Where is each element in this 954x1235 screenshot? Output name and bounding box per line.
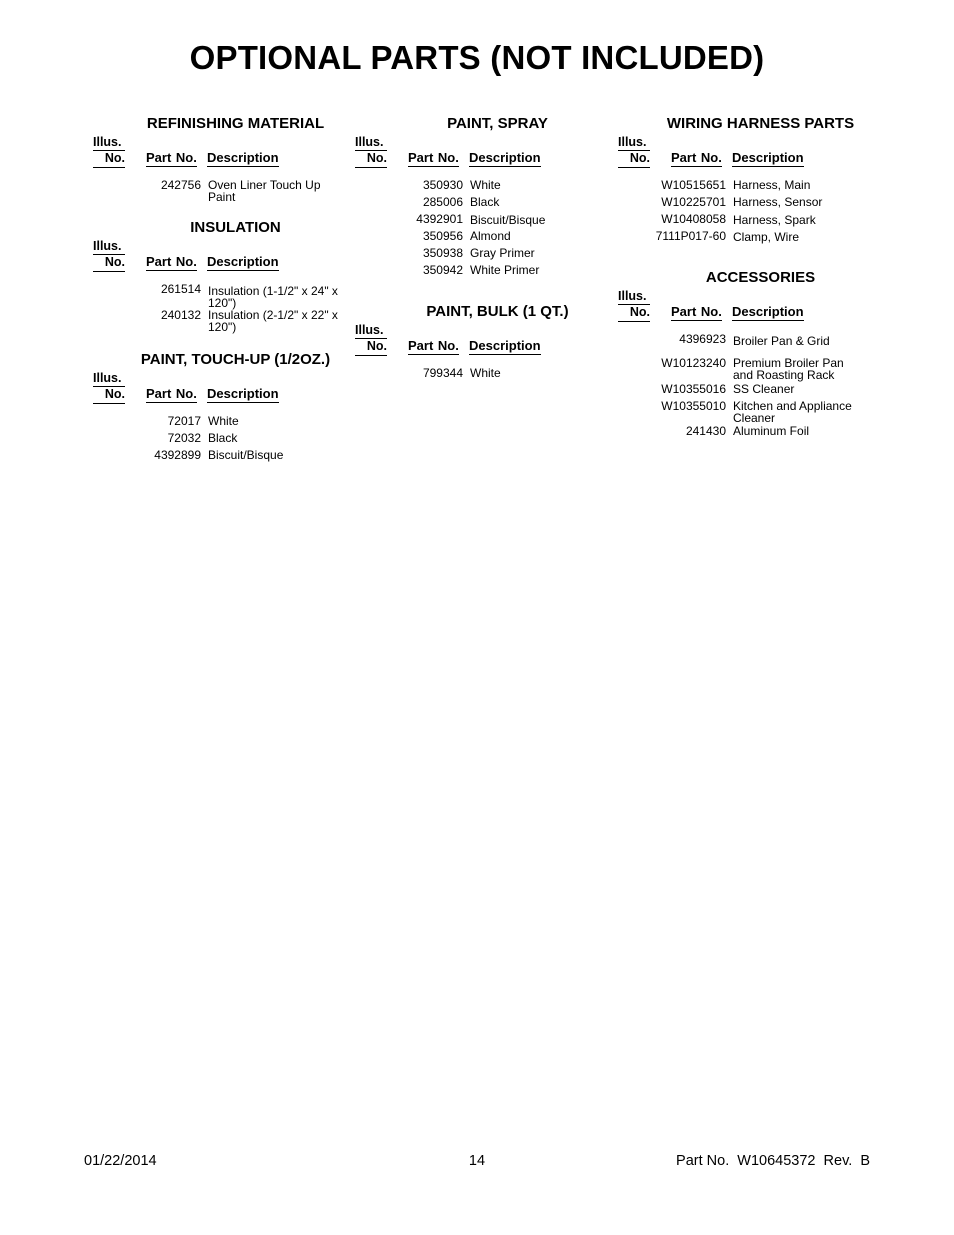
part-description: Premium Broiler Pan and Roasting Rack bbox=[733, 356, 844, 382]
table-header bbox=[618, 289, 880, 325]
part-number: 4396923 bbox=[679, 332, 726, 346]
parts-list bbox=[618, 179, 880, 247]
no-header: No. bbox=[93, 150, 125, 168]
part-description: SS Cleaner bbox=[733, 382, 795, 396]
description-header: Description bbox=[207, 386, 279, 401]
parts-list bbox=[355, 367, 617, 384]
part-description: Broiler Pan & Grid bbox=[733, 334, 830, 348]
table-row bbox=[618, 196, 880, 213]
part-number: W10355016 bbox=[661, 382, 726, 396]
description-header: Description bbox=[732, 304, 804, 319]
illus-header: Illus. bbox=[355, 135, 384, 149]
section-title: REFINISHING MATERIAL bbox=[146, 115, 325, 132]
part-number: 350930 bbox=[422, 178, 463, 192]
part-number: 350942 bbox=[422, 263, 463, 277]
table-row bbox=[93, 179, 355, 209]
section-refinishing-material bbox=[93, 115, 355, 209]
table-row bbox=[355, 264, 617, 281]
table-row bbox=[355, 196, 617, 213]
section-insulation bbox=[93, 219, 355, 335]
no-header: No. bbox=[355, 150, 387, 168]
table-row bbox=[93, 432, 355, 449]
illus-header: Illus. bbox=[93, 371, 122, 385]
section-title: PAINT, BULK (1 QT.) bbox=[426, 303, 569, 320]
part-description: White bbox=[208, 414, 239, 428]
description-header: Description bbox=[207, 150, 279, 165]
illus-header: Illus. bbox=[93, 239, 122, 253]
section-paint-touch-up bbox=[93, 351, 355, 466]
part-description: Oven Liner Touch Up Paint bbox=[208, 178, 321, 204]
part-number: 240132 bbox=[160, 308, 201, 322]
table-row bbox=[618, 230, 880, 247]
description-header: Description bbox=[207, 254, 279, 269]
part-description: Gray Primer bbox=[470, 246, 535, 260]
table-row bbox=[618, 357, 880, 383]
part-no-header: Part No. bbox=[146, 254, 197, 269]
part-no-header: Part No. bbox=[408, 338, 459, 353]
section-paint-spray bbox=[355, 115, 617, 281]
section-wiring-harness-parts bbox=[618, 115, 880, 247]
illus-header: Illus. bbox=[355, 323, 384, 337]
part-number: 261514 bbox=[160, 282, 201, 296]
no-header: No. bbox=[618, 304, 650, 322]
parts-list bbox=[355, 179, 617, 281]
no-header: No. bbox=[93, 254, 125, 272]
table-header bbox=[618, 135, 880, 171]
table-row bbox=[618, 333, 880, 357]
table-row bbox=[618, 400, 880, 425]
part-description: Black bbox=[470, 195, 500, 209]
part-number: W10123240 bbox=[661, 356, 726, 370]
parts-list bbox=[93, 283, 355, 335]
part-description: Biscuit/Bisque bbox=[208, 448, 284, 462]
part-number: 241430 bbox=[685, 424, 726, 438]
parts-list bbox=[93, 415, 355, 466]
page-title: OPTIONAL PARTS (NOT INCLUDED) bbox=[189, 39, 765, 76]
description-header: Description bbox=[469, 338, 541, 353]
footer-part-number: Part No. W10645372 Rev. B bbox=[676, 1153, 870, 1169]
table-row bbox=[618, 425, 880, 442]
table-row bbox=[93, 283, 355, 309]
part-description: Clamp, Wire bbox=[733, 230, 800, 244]
table-row bbox=[355, 230, 617, 247]
table-row bbox=[93, 449, 355, 466]
table-row bbox=[93, 415, 355, 432]
table-header bbox=[355, 135, 617, 171]
section-paint-bulk bbox=[355, 303, 617, 384]
table-row bbox=[355, 213, 617, 230]
part-no-header: Part No. bbox=[408, 150, 459, 165]
table-header bbox=[93, 371, 355, 407]
parts-list bbox=[93, 179, 355, 209]
part-description: White bbox=[470, 178, 501, 192]
part-description: Biscuit/Bisque bbox=[470, 213, 546, 227]
description-header: Description bbox=[469, 150, 541, 165]
part-description: Harness, Sensor bbox=[733, 195, 823, 209]
part-description: White bbox=[470, 366, 501, 380]
parts-list bbox=[618, 333, 880, 442]
section-title: PAINT, SPRAY bbox=[447, 115, 548, 132]
illus-header: Illus. bbox=[618, 135, 647, 149]
part-number: 4392899 bbox=[154, 448, 201, 462]
section-title: PAINT, TOUCH-UP (1/2OZ.) bbox=[140, 351, 331, 368]
part-description: Aluminum Foil bbox=[733, 424, 810, 438]
part-no-header: Part No. bbox=[671, 304, 722, 319]
no-header: No. bbox=[93, 386, 125, 404]
part-number: W10225701 bbox=[661, 195, 726, 209]
footer-page-number: 14 bbox=[468, 1153, 486, 1169]
table-header bbox=[355, 323, 617, 359]
table-row bbox=[618, 383, 880, 400]
part-description: Harness, Spark bbox=[733, 213, 816, 227]
part-number: W10408058 bbox=[661, 212, 726, 226]
part-number: 7111P017-60 bbox=[655, 229, 726, 243]
part-number: 799344 bbox=[422, 366, 463, 380]
description-header: Description bbox=[732, 150, 804, 165]
illus-header: Illus. bbox=[618, 289, 647, 303]
illus-header: Illus. bbox=[93, 135, 122, 149]
table-header bbox=[93, 239, 355, 275]
no-header: No. bbox=[618, 150, 650, 168]
part-number: 285006 bbox=[422, 195, 463, 209]
table-row bbox=[93, 309, 355, 335]
part-number: W10515651 bbox=[661, 178, 726, 192]
part-description: Almond bbox=[470, 229, 511, 243]
part-number: W10355010 bbox=[661, 399, 726, 413]
part-no-header: Part No. bbox=[146, 150, 197, 165]
part-description: Black bbox=[208, 431, 238, 445]
table-row bbox=[355, 179, 617, 196]
table-row bbox=[618, 213, 880, 230]
part-number: 242756 bbox=[160, 178, 201, 192]
no-header: No. bbox=[355, 338, 387, 356]
part-no-header: Part No. bbox=[146, 386, 197, 401]
section-accessories bbox=[618, 269, 880, 442]
section-title: INSULATION bbox=[190, 219, 281, 236]
part-number: 4392901 bbox=[416, 212, 463, 226]
table-header bbox=[93, 135, 355, 171]
part-number: 72017 bbox=[167, 414, 201, 428]
section-title: ACCESSORIES bbox=[705, 269, 816, 286]
section-title: WIRING HARNESS PARTS bbox=[666, 115, 855, 132]
part-description: Insulation (1-1/2" x 24" x 120") bbox=[208, 284, 338, 310]
part-number: 350956 bbox=[422, 229, 463, 243]
table-row bbox=[618, 179, 880, 196]
part-number: 350938 bbox=[422, 246, 463, 260]
part-description: Kitchen and Appliance Cleaner bbox=[733, 399, 852, 425]
part-no-header: Part No. bbox=[671, 150, 722, 165]
footer-date: 01/22/2014 bbox=[84, 1153, 157, 1169]
table-row bbox=[355, 247, 617, 264]
part-description: Harness, Main bbox=[733, 178, 811, 192]
part-number: 72032 bbox=[167, 431, 201, 445]
part-description: White Primer bbox=[470, 263, 540, 277]
part-description: Insulation (2-1/2" x 22" x 120") bbox=[208, 308, 338, 334]
table-row bbox=[355, 367, 617, 384]
